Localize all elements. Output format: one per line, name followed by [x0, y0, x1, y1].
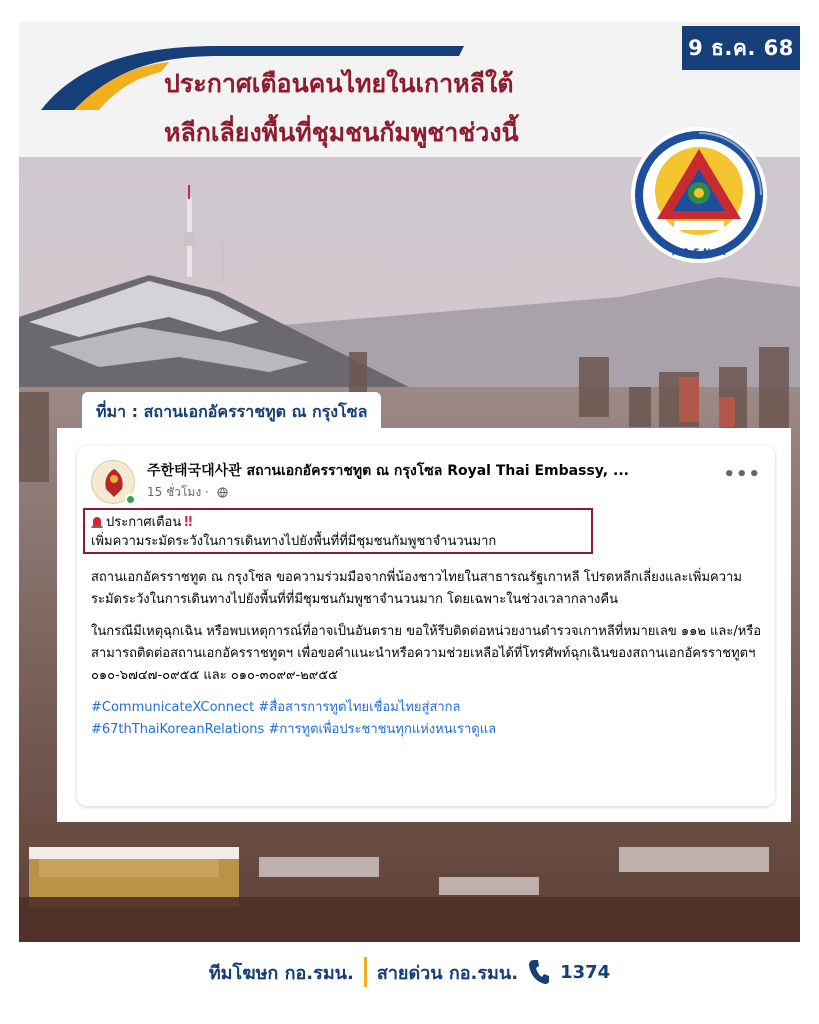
post-body	[91, 567, 763, 741]
footer-hotline-number[interactable]: 1374	[560, 961, 611, 983]
online-status-dot	[125, 494, 136, 505]
footer-hotline-label: สายด่วน กอ.รมน.	[376, 962, 519, 984]
hashtag-line-1[interactable]: #CommunicateXConnect #สื่อสารการทูตไทยเชื่อมไทยสู่สากล	[91, 700, 461, 715]
post-timestamp[interactable]	[147, 483, 228, 502]
post-card-container	[57, 428, 791, 822]
page-title-line-1: ประกาศเตือนคนไทยในเกาหลีใต้	[164, 69, 514, 98]
alert-text: เพิ่มความระมัดระวังในการเดินทางไปยังพื้นที่ที่มีชุมชนกัมพูชาจำนวนมาก	[91, 534, 497, 549]
alert-title: ประกาศเตือน	[106, 515, 182, 530]
alert-highlight-box	[83, 508, 593, 554]
footer-divider	[364, 957, 367, 987]
post-paragraph-1: สถานเอกอัครราชทูต ณ กรุงโซล ขอความร่วมมือจากพี่น้องชาวไทยในสาธารณรัฐเกาหลี โปรดหลีกเลี่ยงและเพิ่มความระมัดระวังในการเดินทางไปยังพื้นที่ที่มีชุมชนกัมพูชาจำนวนมาก โดยเฉพาะในช่วงเวลากลางคืน	[91, 570, 742, 607]
phone-icon	[528, 959, 550, 985]
agency-emblem-icon	[629, 125, 769, 265]
emblem-abbr: ก.อ.ร.ม.น.	[671, 245, 727, 258]
date-badge: 9 ธ.ค. 68	[682, 26, 800, 70]
footer	[19, 942, 800, 1002]
more-options-button[interactable]: •••	[723, 464, 761, 485]
footer-team: ทีมโฆษก กอ.รมน.	[208, 962, 354, 984]
alert-title-row	[91, 513, 585, 532]
post-time-text: 15 ชั่วโมง ·	[147, 485, 209, 499]
source-label: ที่มา : สถานเอกอัครราชทูต ณ กรุงโซล	[82, 392, 381, 432]
page-title-line-2: หลีกเลี่ยงพื้นที่ชุมชนกัมพูชาช่วงนี้	[164, 118, 519, 147]
poster	[19, 22, 800, 1002]
post-paragraph-2: ในกรณีมีเหตุฉุกเฉิน หรือพบเหตุการณ์ที่อาจเป็นอันตราย ขอให้รีบติดต่อหน่วยงานตำรวจเกาหลีที่หมายเลข ๑๑๒ และ/หรือสามารถติดต่อสถานเอกอัครราชทูตฯ เพื่อขอคำแนะนำหรือความช่วยเหลือได้ที่โทรศัพท์ฉุกเฉินของสถานเอกอัครราชทูตฯ ๐๑๐-๖๗๔๗-๐๙๕๕ และ ๐๑๐-๓๐๙๙-๒๙๕๕	[91, 624, 762, 683]
hashtag-line-2[interactable]: #67thThaiKoreanRelations #การทูตเพื่อประชาชนทุกแห่งหนเราดูแล	[91, 722, 497, 737]
page-name-link[interactable]: 주한태국대사관 สถานเอกอัครราชทูต ณ กรุงโซล Royal Thai Embassy, ...	[147, 463, 629, 479]
hashtags	[91, 697, 763, 741]
globe-icon	[217, 487, 228, 498]
siren-icon	[91, 515, 103, 528]
double-exclamation-icon: ‼	[184, 515, 193, 530]
facebook-post	[77, 446, 775, 806]
